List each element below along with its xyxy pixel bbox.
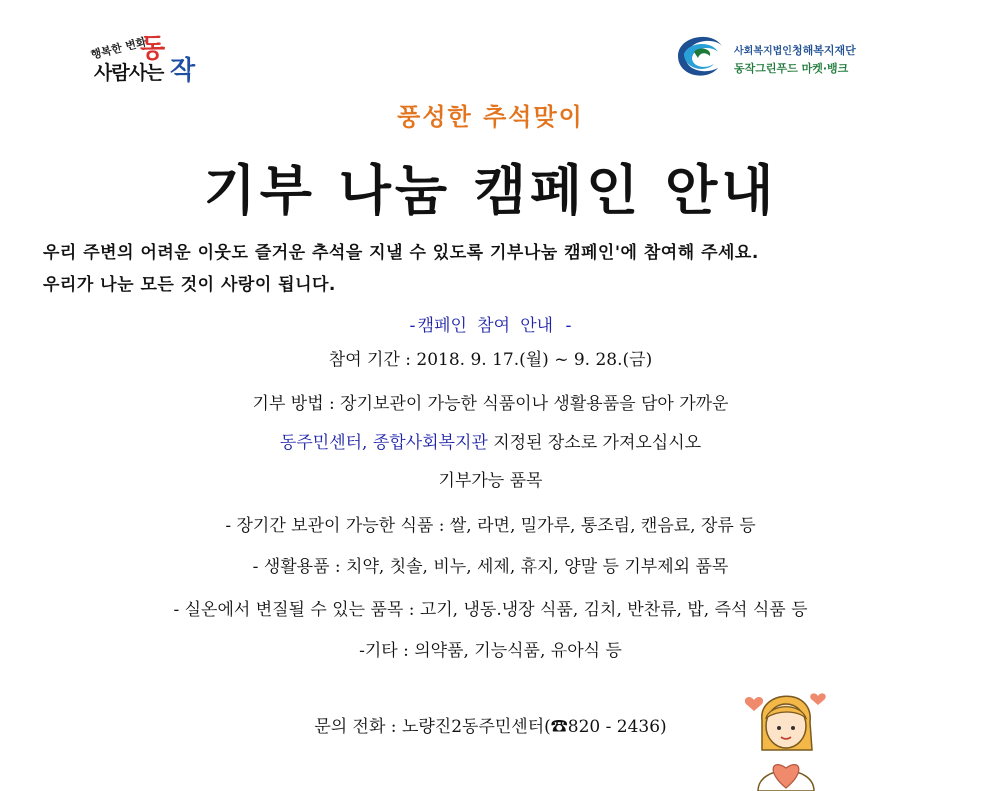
logo-slogan: 행복한 변화: [89, 35, 148, 62]
market-name: 동작그린푸드 마켓·뱅크: [734, 62, 849, 75]
foundation-emblem-icon: [672, 26, 730, 82]
small-heart-icon: [810, 693, 825, 705]
logo-char-dong: 동: [140, 34, 166, 64]
dongjak-logo: [82, 22, 212, 84]
foundation-name: 사회복지법인청해복지재단: [734, 44, 856, 57]
method-line-1: 기부 방법 : 장기보관이 가능한 식품이나 생활용품을 담아 가까운: [252, 394, 729, 414]
logo-text: 사람사는: [94, 62, 164, 84]
list-item: - 실온에서 변질될 수 있는 품목 : 고기, 냉동.냉장 식품, 김치, 반찬류, 밥, 즉석 식품 등: [173, 600, 808, 620]
list-item: - 장기간 보관이 가능한 식품 : 쌀, 라면, 밀가루, 통조림, 캔음료, 장류 등: [225, 516, 756, 536]
list-item: - 생활용품 : 치약, 칫솔, 비누, 세제, 휴지, 양말 등 기부제외 품목: [252, 557, 729, 577]
section-heading: -캠페인 참여 안내 -: [407, 316, 574, 336]
intro-line-1: 우리 주변의 어려운 이웃도 즐거운 추석을 지낼 수 있도록 기부나눔 캠페인'에 참여해 주세요.: [43, 243, 759, 263]
contact-line: 문의 전화 : 노량진2동주민센터(☎820 - 2436): [314, 717, 667, 737]
method-highlight: 동주민센터, 종합사회복지관: [279, 433, 488, 453]
page-title: 기부 나눔 캠페인 안내: [203, 159, 778, 222]
foundation-logo: [672, 26, 872, 86]
period-line: 참여 기간 : 2018. 9. 17.(월) ~ 9. 28.(금): [328, 350, 653, 370]
small-heart-icon: [745, 697, 763, 711]
list-item: -기타 : 의약품, 기능식품, 유아식 등: [359, 641, 622, 661]
subtitle: 풍성한 추석맞이: [397, 103, 584, 131]
intro-line-2: 우리가 나눈 모든 것이 사랑이 됩니다.: [43, 275, 336, 295]
method-line-2: [0, 428, 981, 453]
items-heading: 기부가능 품목: [438, 471, 543, 491]
heart-girl-illustration: [744, 680, 830, 791]
method-rest: 지정된 장소로 가져오십시오: [487, 433, 702, 453]
logo-char-jak: 작: [170, 56, 196, 86]
